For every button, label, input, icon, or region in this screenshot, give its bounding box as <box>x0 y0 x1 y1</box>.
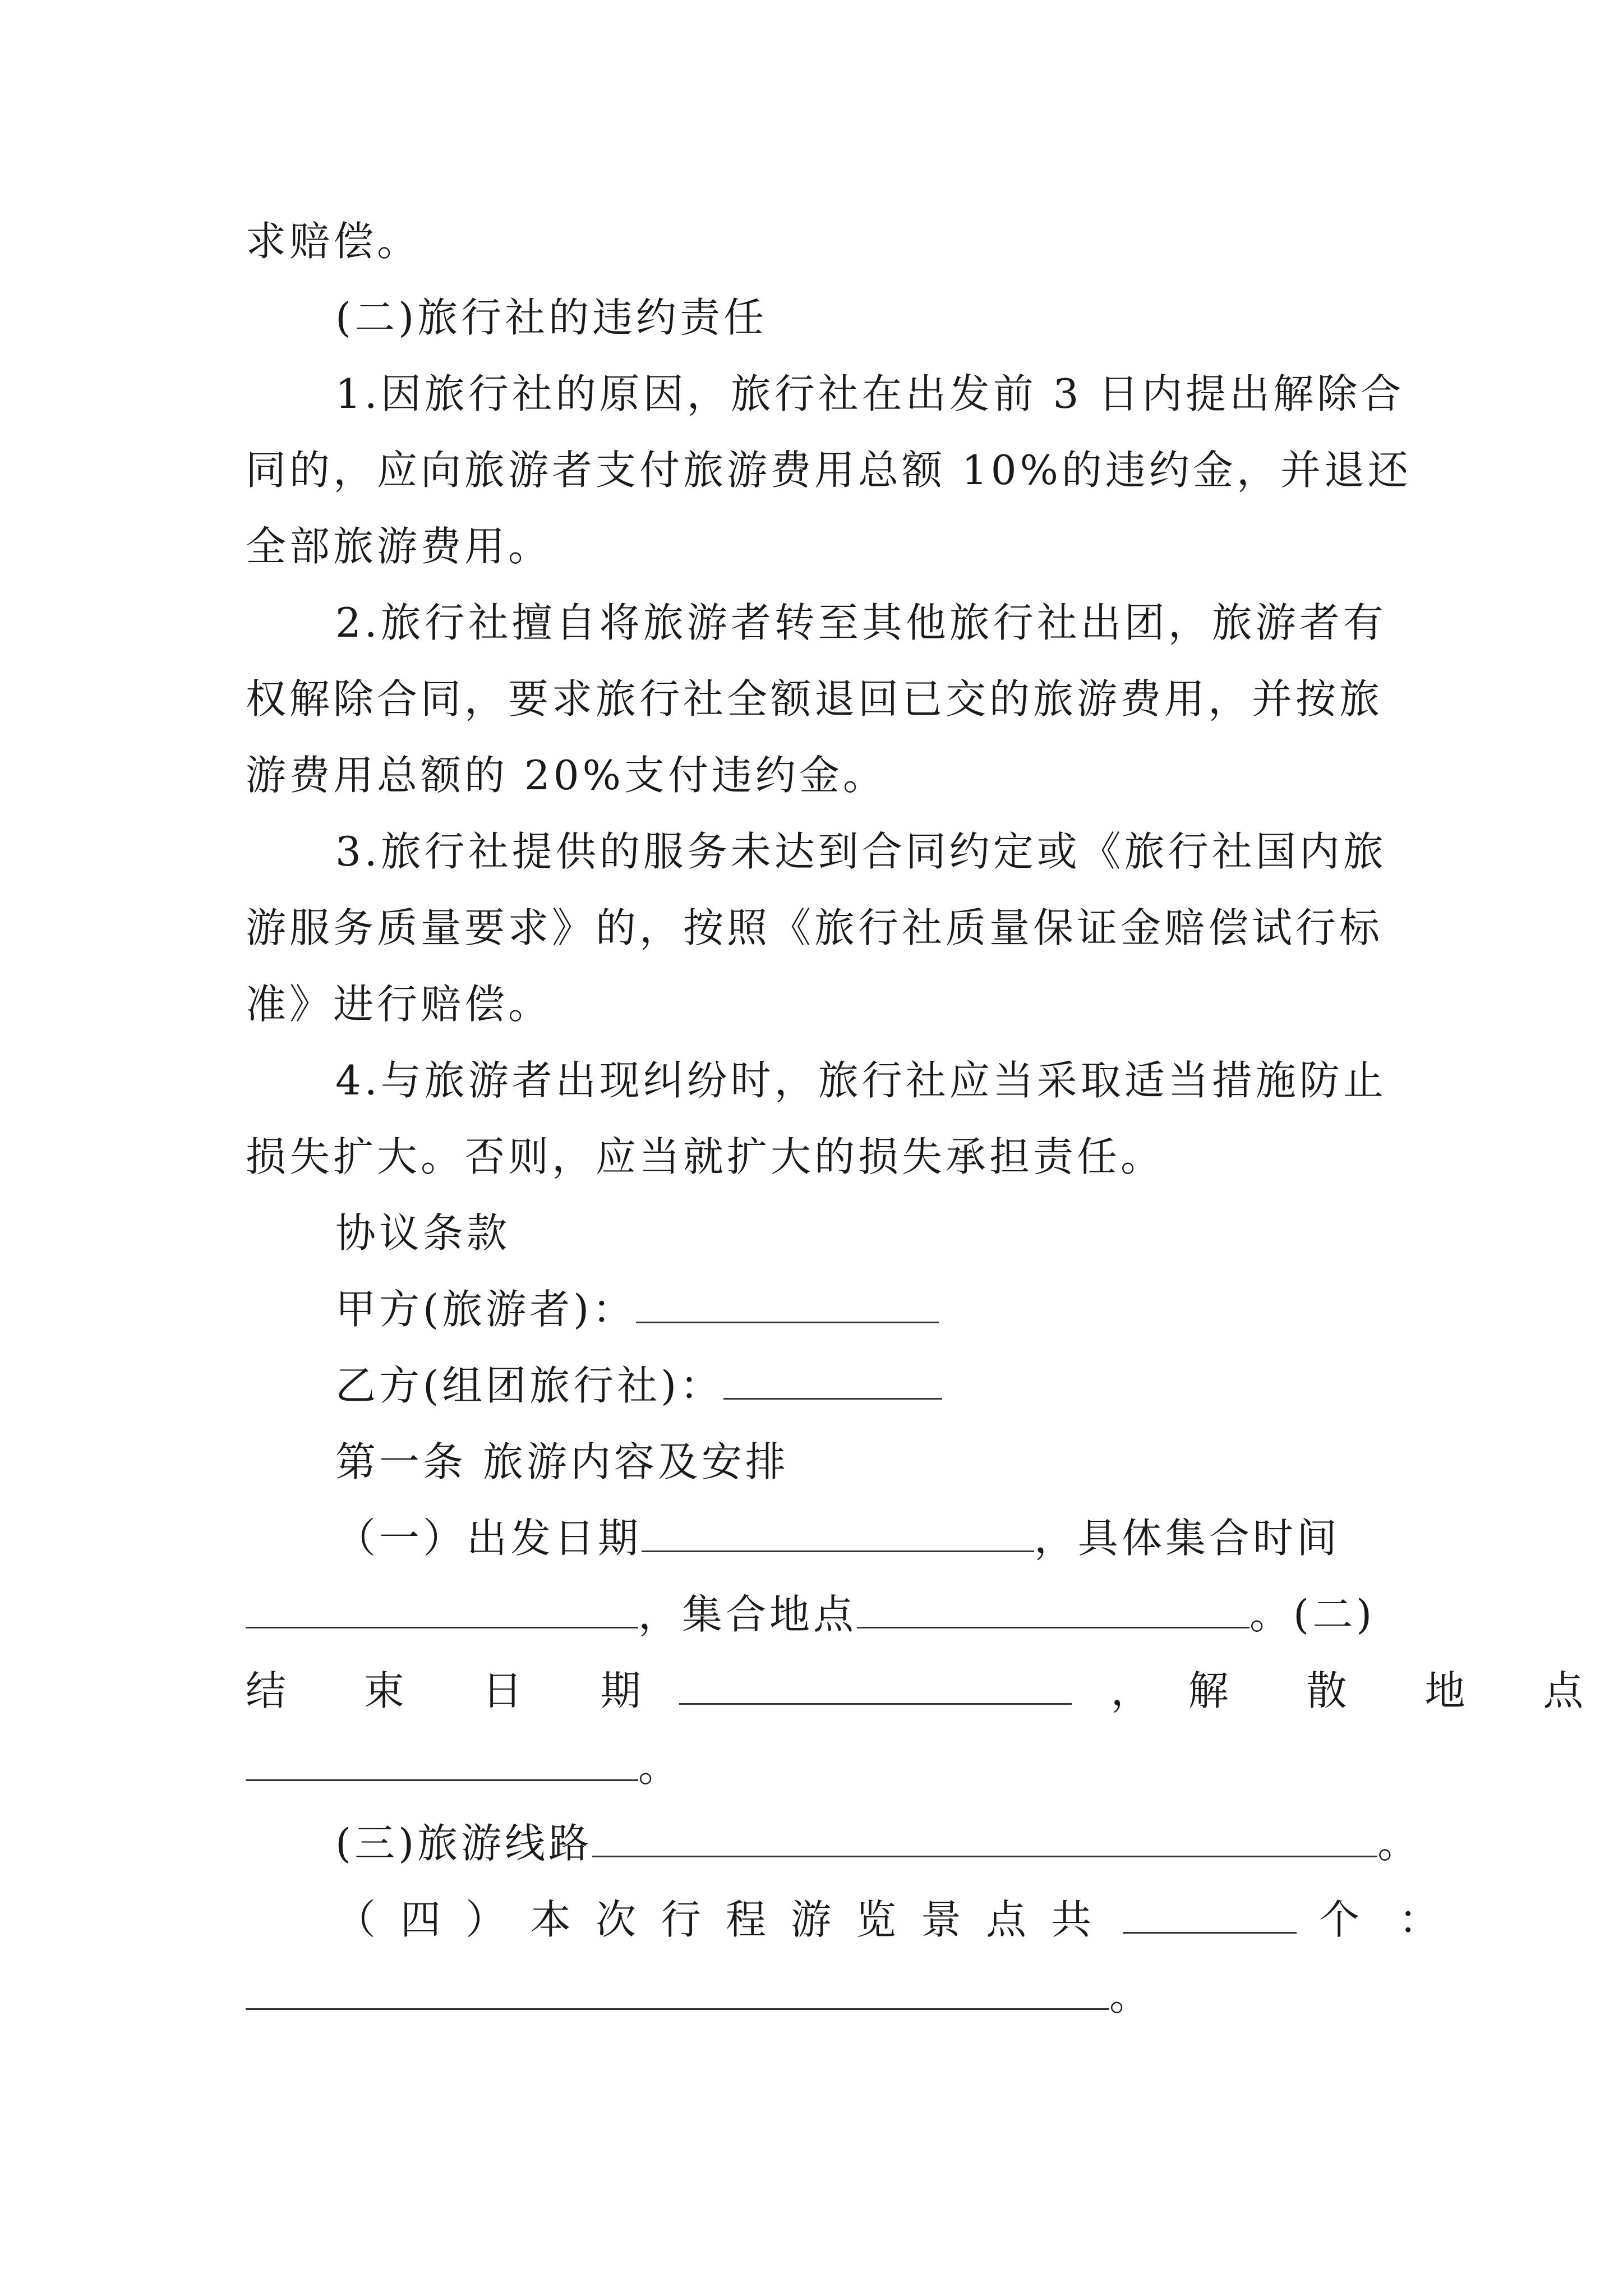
spots-list-line <box>246 1958 1384 2034</box>
section-heading: (二)旅行社的违约责任 <box>335 294 768 341</box>
text-line: 求赔偿。 <box>246 218 421 265</box>
article-heading: 第一条 旅游内容及安排 <box>335 1438 789 1485</box>
gather-place-blank[interactable] <box>857 1604 1249 1628</box>
dismiss-place-blank[interactable] <box>246 1757 638 1781</box>
spots-list-blank[interactable] <box>246 1986 1109 2010</box>
party-a-label: 甲方(旅游者)： <box>335 1286 637 1333</box>
route-blank[interactable] <box>592 1833 1377 1857</box>
text-line: 2.旅行社擅自将旅游者转至其他旅行社出团，旅游者有 <box>335 599 1387 646</box>
party-b-line <box>335 1347 1384 1424</box>
party-a-line <box>335 1271 1384 1347</box>
period: 。 <box>638 1743 683 1791</box>
spots-line <box>335 1881 1479 1958</box>
party-b-blank[interactable] <box>723 1375 942 1400</box>
end-line <box>246 1653 1616 1729</box>
text-line: 4.与旅游者出现纠纷时，旅行社应当采取适当措施防止 <box>335 1057 1387 1104</box>
gather-time-label: ，具体集合时间 <box>1034 1515 1341 1562</box>
departure-date-blank[interactable] <box>642 1528 1034 1552</box>
departure-date-label: （一）出发日期 <box>335 1515 642 1562</box>
dismiss-line <box>246 1729 1384 1805</box>
text-line: 3.旅行社提供的服务未达到合同约定或《旅行社国内旅 <box>335 828 1387 875</box>
text-line: 损失扩大。否则，应当就扩大的损失承担责任。 <box>246 1133 1165 1180</box>
period: 。 <box>1109 1972 1154 2019</box>
text-line: 全部旅游费用。 <box>246 523 552 570</box>
gather-line <box>246 1576 1384 1653</box>
text-line: 权解除合同，要求旅行社全额退回已交的旅游费用，并按旅 <box>246 675 1384 723</box>
spots-label: （四）本次行程游览景点共 <box>335 1896 1117 1943</box>
gather-place-label: ，集合地点 <box>638 1591 857 1638</box>
end-date-blank[interactable] <box>679 1681 1072 1705</box>
text-line: 准》进行赔偿。 <box>246 981 552 1028</box>
spots-count-blank[interactable] <box>1123 1910 1297 1934</box>
section-heading: 协议条款 <box>335 1209 511 1257</box>
text-line: 游费用总额的 20%支付违约金。 <box>246 752 887 799</box>
gather-time-blank[interactable] <box>246 1604 638 1628</box>
party-a-blank[interactable] <box>636 1299 939 1323</box>
end-label-start: 。(二) <box>1249 1591 1376 1638</box>
comma: ， <box>1110 1667 1155 1714</box>
route-label: (三)旅游线路 <box>335 1820 593 1867</box>
dismiss-place-label: 解 散 地 点 <box>1188 1667 1616 1714</box>
end-date-label: 结 束 日 期 <box>246 1667 674 1714</box>
text-line: 同的，应向旅游者支付旅游费用总额 10%的违约金，并退还 <box>246 447 1412 494</box>
period: 。 <box>1377 1820 1422 1867</box>
text-line: 游服务质量要求》的，按照《旅行社质量保证金赔偿试行标 <box>246 904 1384 951</box>
departure-line <box>335 1500 1384 1576</box>
route-line <box>335 1805 1422 1881</box>
party-b-label: 乙方(组团旅行社)： <box>335 1362 724 1409</box>
spots-unit: 个： <box>1319 1896 1479 1943</box>
text-line: 1.因旅行社的原因，旅行社在出发前 3 日内提出解除合 <box>335 370 1405 417</box>
